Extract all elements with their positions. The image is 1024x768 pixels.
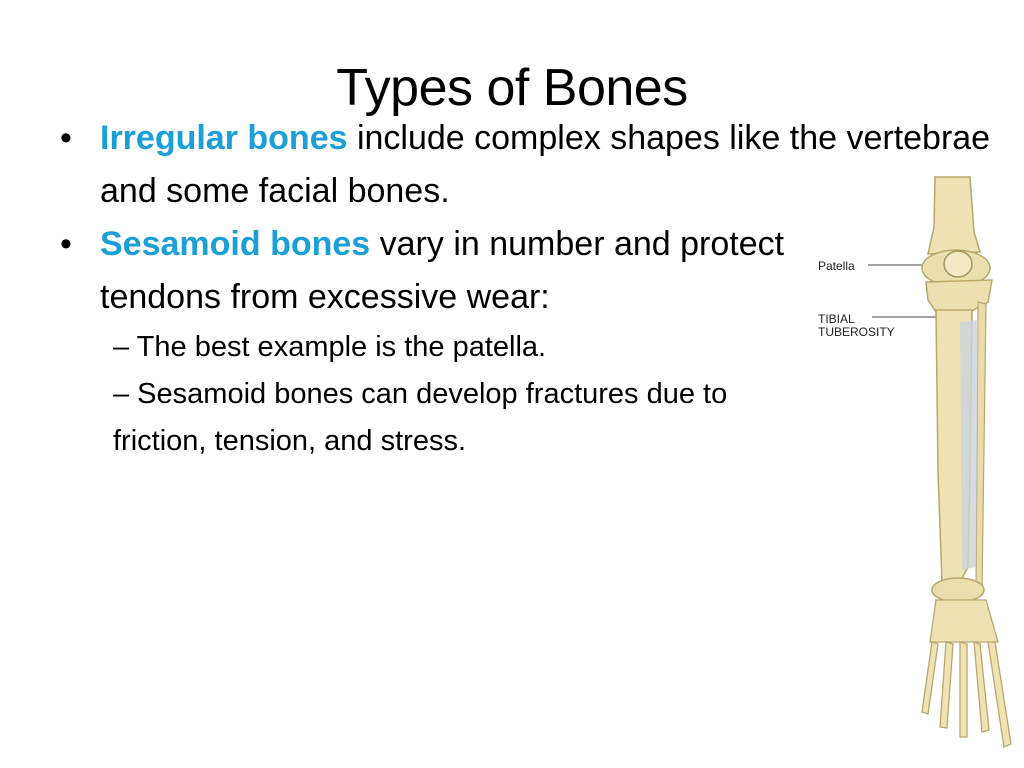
- femur-shape: [928, 177, 980, 254]
- bullet-sesamoid-bones: [60, 218, 800, 324]
- sub-bullet-fractures: – Sesamoid bones can develop fractures due to friction, tension, and stress.: [113, 378, 728, 457]
- tibial-tuberosity-label: TIBIAL TUBEROSITY: [818, 312, 895, 339]
- tarsals-shape: [930, 600, 998, 642]
- sub-bullet-patella: – The best example is the patella.: [113, 331, 547, 363]
- bullet-highlight: Sesamoid bones: [100, 225, 371, 263]
- bullet-text: vary in number and protect tendons from excessive wear:: [100, 225, 785, 316]
- slide-title: Types of Bones: [336, 59, 688, 117]
- interosseous-membrane-shape: [960, 320, 978, 570]
- bullet-marker: •: [60, 225, 72, 263]
- leg-bones-illustration: [810, 172, 1020, 762]
- bullet-highlight: Irregular bones: [100, 119, 348, 157]
- bullet-marker: •: [60, 119, 72, 157]
- toes-group: [922, 642, 1011, 747]
- patella-shape: [944, 251, 972, 277]
- ankle-shape: [932, 578, 984, 602]
- bullet-text: include complex shapes like the vertebrae and some facial bones.: [100, 119, 991, 210]
- patella-label: Patella: [818, 259, 855, 273]
